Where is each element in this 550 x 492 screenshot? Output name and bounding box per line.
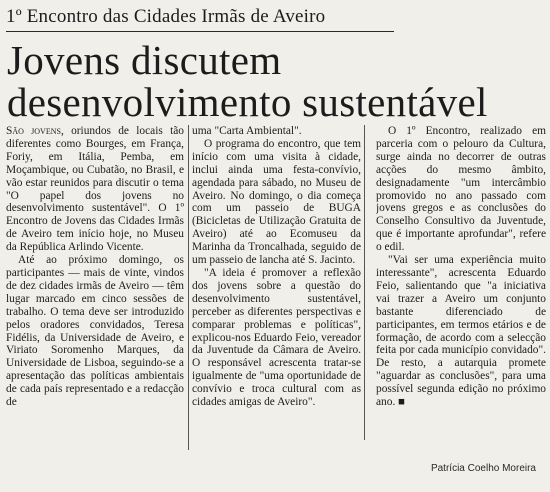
paragraph: O programa do encontro, que tem início com uma visita à cidade, inclui ainda uma festa-convívio, agendada para sábado, no Museu de Aveiro. No domingo, o dia começa com um passeio de BUGA (Bicicletas de Utilização Gratuita de Aveiro) até ao Ecomuseu da Marinha da Troncalhada, seguido de um passeio de lancha até S. Jacinto.: [192, 137, 361, 267]
headline-line-1: Jovens discutem: [7, 37, 282, 83]
kicker: 1º Encontro das Cidades Irmãs de Aveiro: [6, 6, 394, 32]
paragraph: "A ideia é promover a reflexão dos jovens sobre a questão do desenvolvimento sustentável, perceber as diferentes perspectivas e comparar problemas e políticas", explicou-nos Eduardo Feio, vereador da Juventude da Câmara de Aveiro. O responsável acrescenta tratar-se igualmente de "uma oportunidade de convívio e troca cultural com as cidades amigas de Aveiro".: [192, 266, 361, 409]
column-2: [192, 125, 361, 460]
paragraph: [6, 125, 184, 254]
column-3: [376, 125, 546, 455]
paragraph: O 1º Encontro, realizado em parceria com o pelouro da Cultura, surge ainda no decorrer de outras acções do mesmo âmbito, designadamente "um intercâmbio promovido no ano passado com jovens gregos e as conclusões do Conselho Consultivo da Juventude, que é importante aprofundar", refere o edil.: [376, 125, 546, 254]
column-divider: [364, 125, 365, 440]
column-1: [6, 125, 184, 490]
column-divider: [188, 125, 189, 450]
byline: Patrícia Coelho Moreira: [430, 463, 536, 474]
paragraph: uma "Carta Ambiental".: [192, 125, 302, 137]
paragraph-text: , oriundos de locais tão diferentes como Bourges, em França, Foriy, em Itália, Pemba, em Moçambique, ou Cubatão, no Brasil, e vão estar reunidos para discutir o tema "O papel dos jovens no desenvolvimento sustentável". O 1º Encontro de Jovens das Cidades Irmãs de Aveiro tem início hoje, no Museu da República Arlindo Vicente.: [6, 125, 184, 254]
lead-in: São jovens: [6, 125, 61, 137]
article-body: [6, 125, 546, 492]
paragraph: Até ao próximo domingo, os participantes — mais de vinte, vindos de dez cidades irmãs de Aveiro — têm lugar marcado em cinco sessões de trabalho. O tema deve ser introduzido pelos oradores convidados, Teresa Fidélis, da Universidade de Aveiro, e Viriato Soromenho Marques, da Universidade de Lisboa, seguindo-se a apresentação das políticas ambientais de cada país representado e a redacção de: [6, 254, 184, 409]
headline-line-2: desenvolvimento sustentável: [7, 79, 488, 125]
paragraph: "Vai ser uma experiência muito interessante", acrescenta Eduardo Feio, salientando que "a iniciativa vai trazer a Aveiro um conjunto bastante diferenciado de participantes, em termos etários e de formação, de acordo com a selecção feita por cada município convidado". De resto, a autarquia promete "aguardar as conclusões", para uma possível segunda edição no próximo ano. ■: [376, 254, 546, 409]
headline: [7, 39, 544, 123]
